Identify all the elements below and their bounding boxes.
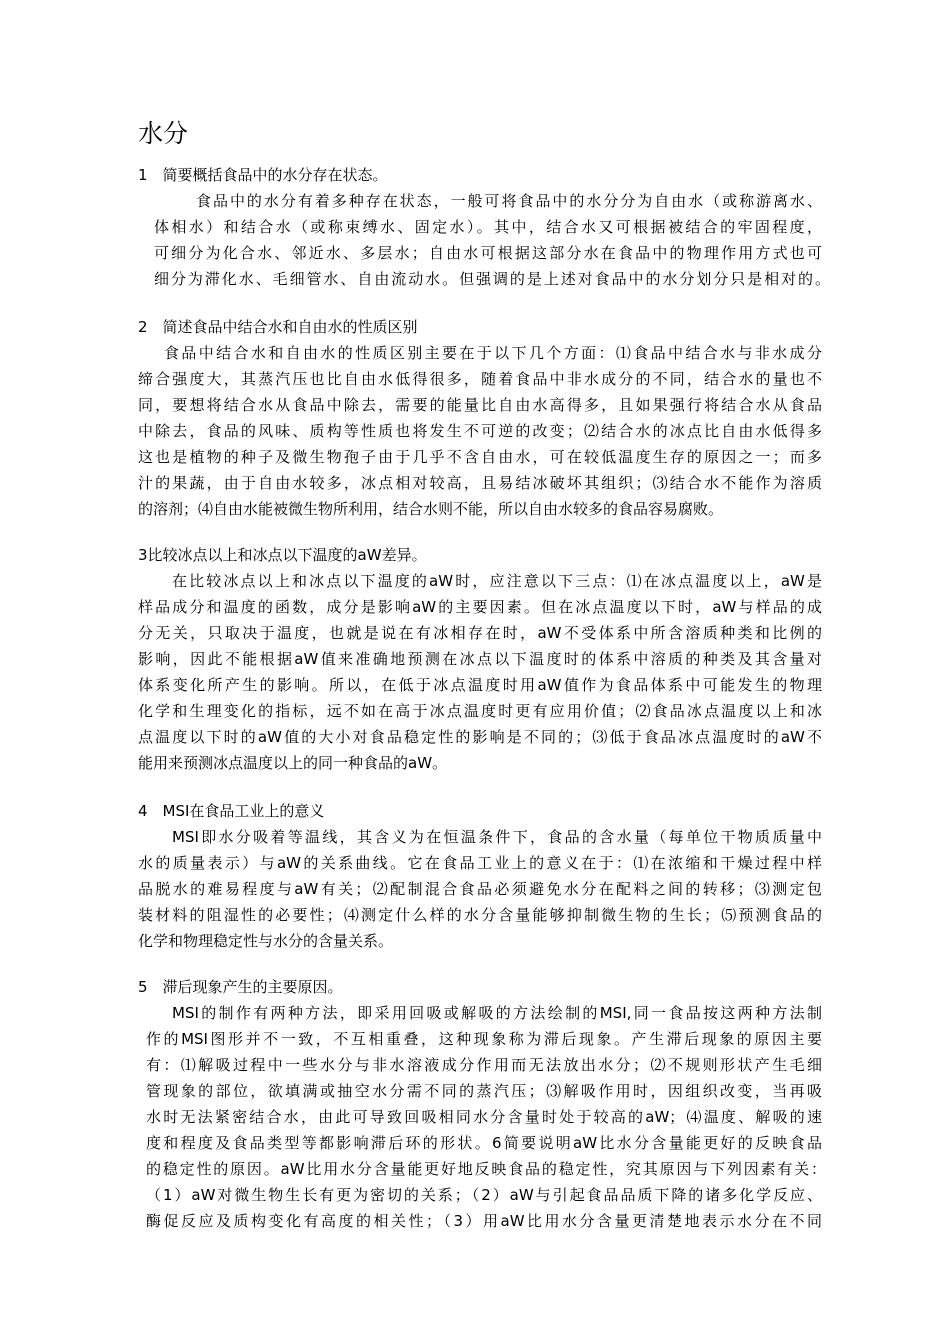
section-heading: 1 简要概括食品中的水分存在状态。 [138, 166, 388, 184]
paragraph-line: 细分为滞化水、毛细管水、自由流动水。但强调的是上述对食品中的水分划分只是相对的。 [154, 270, 830, 288]
paragraph-line: 同，要想将结合水从食品中除去，需要的能量比自由水高得多，且如果强行将结合水从食品 [138, 396, 822, 414]
paragraph-line: 食品中结合水和自由水的性质区别主要在于以下几个方面：⑴食品中结合水与非水成分 [164, 344, 822, 362]
paragraph-line: 作的MSI图形并不一致，不互相重叠，这种现象称为滞后现象。产生滞后现象的原因主要 [146, 1030, 822, 1048]
paragraph-line: 装材料的阻湿性的必要性；⑷测定什么样的水分含量能够抑制微生物的生长；⑸预测食品的 [138, 906, 822, 924]
paragraph-line: 的稳定性的原因。aW比用水分含量能更好地反映食品的稳定性，究其原因与下列因素有关： [146, 1160, 826, 1178]
paragraph-line: 缔合强度大，其蒸汽压也比自由水低得很多，随着食品中非水成分的不同，结合水的量也不 [138, 370, 822, 388]
paragraph-line: 汁的果蔬，由于自由水较多，冰点相对较高，且易结冰破坏其组织；⑶结合水不能作为溶质 [138, 474, 822, 492]
paragraph-line: 能用来预测冰点温度以上的同一种食品的aW。 [138, 754, 448, 772]
page-title: 水分 [138, 119, 189, 148]
paragraph-line: 有：⑴解吸过程中一些水分与非水溶液成分作用而无法放出水分；⑵不规则形状产生毛细 [146, 1056, 822, 1074]
paragraph-line: 管现象的部位，欲填满或抽空水分需不同的蒸汽压；⑶解吸作用时，因组织改变，当再吸 [146, 1082, 822, 1100]
paragraph-line: 品脱水的难易程度与aW有关；⑵配制混合食品必须避免水分在配料之间的转移；⑶测定包 [138, 880, 822, 898]
section-heading: 2 简述食品中结合水和自由水的性质区别 [138, 318, 418, 336]
paragraph-line: 点温度以下时的aW值的大小对食品稳定性的影响是不同的；⑶低于食品冰点温度时的aW不 [138, 728, 822, 746]
paragraph-line: （1）aW对微生物生长有更为密切的关系；（2）aW与引起食品品质下降的诸多化学反应、 [146, 1186, 822, 1204]
paragraph-line: 中除去，食品的风味、质构等性质也将发生不可逆的改变；⑵结合水的冰点比自由水低得多 [138, 422, 822, 440]
paragraph-line: 化学和物理稳定性与水分的含量关系。 [138, 932, 394, 950]
paragraph-line: 分无关，只取决于温度，也就是说在有冰相存在时，aW不受体系中所含溶质种类和比例的 [138, 624, 822, 642]
paragraph-line: 影响，因此不能根据aW值来准确地预测在冰点以下温度时的体系中溶质的种类及其含量对 [138, 650, 822, 668]
paragraph-line: 体相水）和结合水（或称束缚水、固定水）。其中，结合水又可根据被结合的牢固程度， [154, 218, 822, 236]
section-heading: 3比较冰点以上和冰点以下温度的aW差异。 [138, 546, 427, 564]
paragraph-line: 在比较冰点以上和冰点以下温度的aW时，应注意以下三点：⑴在冰点温度以上，aW是 [172, 572, 822, 590]
paragraph-line: 水的质量表示）与aW的关系曲线。它在食品工业上的意义在于：⑴在浓缩和干燥过程中样 [138, 854, 822, 872]
paragraph-line: 食品中的水分有着多种存在状态，一般可将食品中的水分分为自由水（或称游离水、 [196, 192, 822, 210]
paragraph-line: 化学和生理变化的指标，远不如在高于冰点温度时更有应用价值；⑵食品冰点温度以上和冰 [138, 702, 822, 720]
paragraph-line: 的溶剂；⑷自由水能被微生物所利用，结合水则不能，所以自由水较多的食品容易腐败。 [138, 500, 724, 518]
section-heading: 4 MSI在食品工业上的意义 [138, 802, 325, 820]
paragraph-line: 水时无法紧密结合水，由此可导致回吸相同水分含量时处于较高的aW；⑷温度、解吸的速 [146, 1108, 822, 1126]
paragraph-line: 这也是植物的种子及微生物孢子由于几乎不含自由水，可在较低温度生存的原因之一；而多 [138, 448, 822, 466]
paragraph-line: MSI的制作有两种方法，即采用回吸或解吸的方法绘制的MSI,同一食品按这两种方法制 [172, 1004, 822, 1022]
paragraph-line: 度和程度及食品类型等都影响滞后环的形状。6简要说明aW比水分含量能更好的反映食品 [146, 1134, 822, 1152]
paragraph-line: 酶促反应及质构变化有高度的相关性；（3）用aW比用水分含量更清楚地表示水分在不同 [146, 1212, 822, 1230]
paragraph-line: MSI即水分吸着等温线，其含义为在恒温条件下，食品的含水量（每单位干物质质量中 [172, 828, 822, 846]
paragraph-line: 样品成分和温度的函数，成分是影响aW的主要因素。但在冰点温度以下时，aW与样品的成 [138, 598, 822, 616]
paragraph-line: 可细分为化合水、邻近水、多层水；自由水可根据这部分水在食品中的物理作用方式也可 [154, 244, 822, 262]
paragraph-line: 体系变化所产生的影响。所以，在低于冰点温度时用aW值作为食品体系中可能发生的物理 [138, 676, 822, 694]
section-heading: 5 滞后现象产生的主要原因。 [138, 978, 343, 996]
